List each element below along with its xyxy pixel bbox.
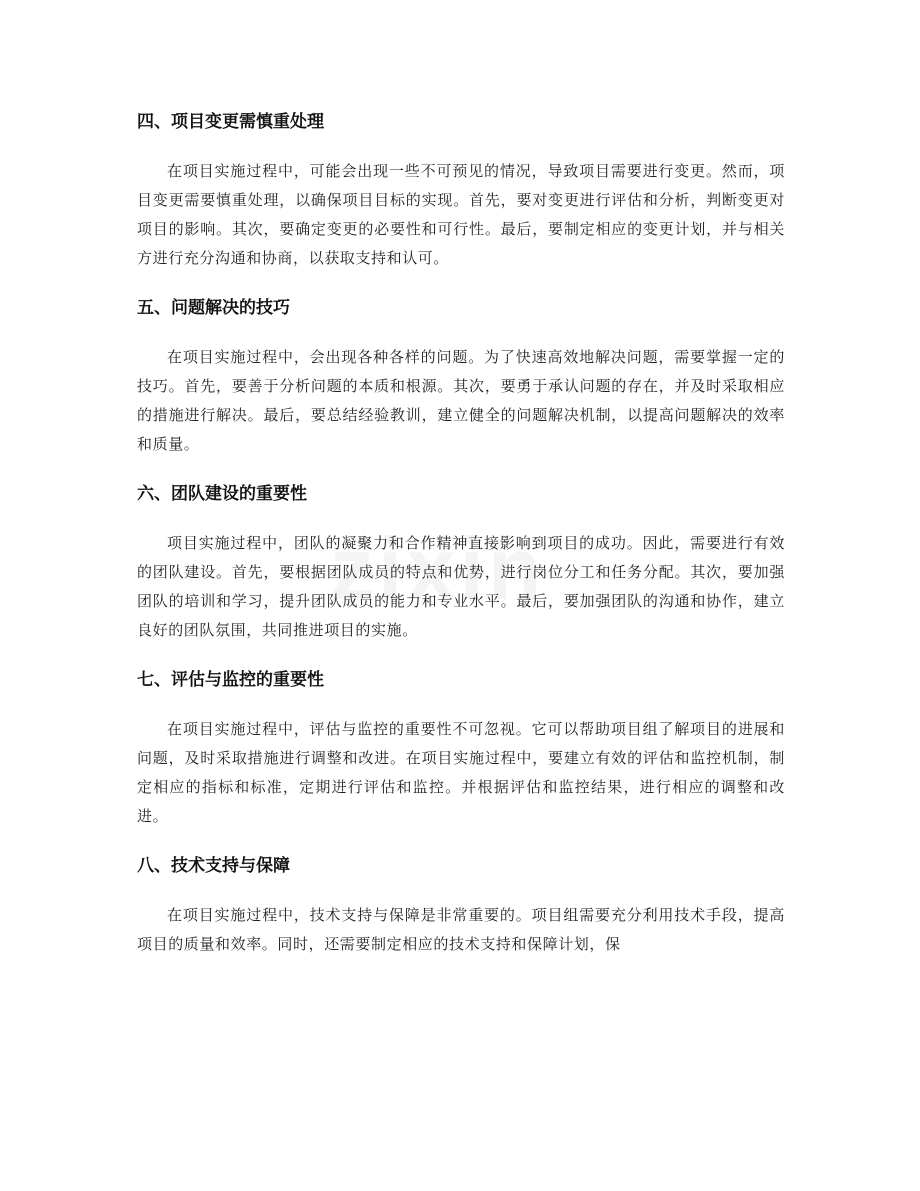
section-heading: 八、技术支持与保障: [137, 856, 290, 876]
section-7: [137, 664, 785, 831]
section-heading: 六、团队建设的重要性: [137, 484, 307, 504]
section-6: [137, 478, 785, 645]
section-heading: 四、项目变更需慎重处理: [137, 112, 324, 132]
section-paragraph: 项目实施过程中，团队的凝聚力和合作精神直接影响到项目的成功。因此，需要进行有效的团队建设。首先，要根据团队成员的特点和优势，进行岗位分工和任务分配。其次，要加强团队的培训和学习，提升团队成员的能力和专业水平。最后，要加强团队的沟通和协作，建立良好的团队氛围，共同推进项目的实施。: [137, 534, 785, 639]
section-paragraph: 在项目实施过程中，会出现各种各样的问题。为了快速高效地解决问题，需要掌握一定的技巧。首先，要善于分析问题的本质和根源。其次，要勇于承认问题的存在，并及时采取相应的措施进行解决。最后，要总结经验教训，建立健全的问题解决机制，以提高问题解决的效率和质量。: [137, 348, 785, 453]
section-5: [137, 292, 785, 459]
section-heading: 五、问题解决的技巧: [137, 298, 290, 318]
section-4: [137, 106, 785, 273]
section-8: [137, 850, 785, 959]
section-paragraph: 在项目实施过程中，技术支持与保障是非常重要的。项目组需要充分利用技术手段，提高项目的质量和效率。同时，还需要制定相应的技术支持和保障计划，保: [137, 906, 785, 953]
section-paragraph: 在项目实施过程中，可能会出现一些不可预见的情况，导致项目需要进行变更。然而，项目变更需要慎重处理，以确保项目目标的实现。首先，要对变更进行评估和分析，判断变更对项目的影响。其次，要确定变更的必要性和可行性。最后，要制定相应的变更计划，并与相关方进行充分沟通和协商，以获取支持和认可。: [137, 162, 785, 267]
section-paragraph: 在项目实施过程中，评估与监控的重要性不可忽视。它可以帮助项目组了解项目的进展和问题，及时采取措施进行调整和改进。在项目实施过程中，要建立有效的评估和监控机制，制定相应的指标和标准，定期进行评估和监控。并根据评估和监控结果，进行相应的调整和改进。: [137, 720, 785, 825]
section-heading: 七、评估与监控的重要性: [137, 670, 324, 690]
document-body: [137, 106, 785, 978]
